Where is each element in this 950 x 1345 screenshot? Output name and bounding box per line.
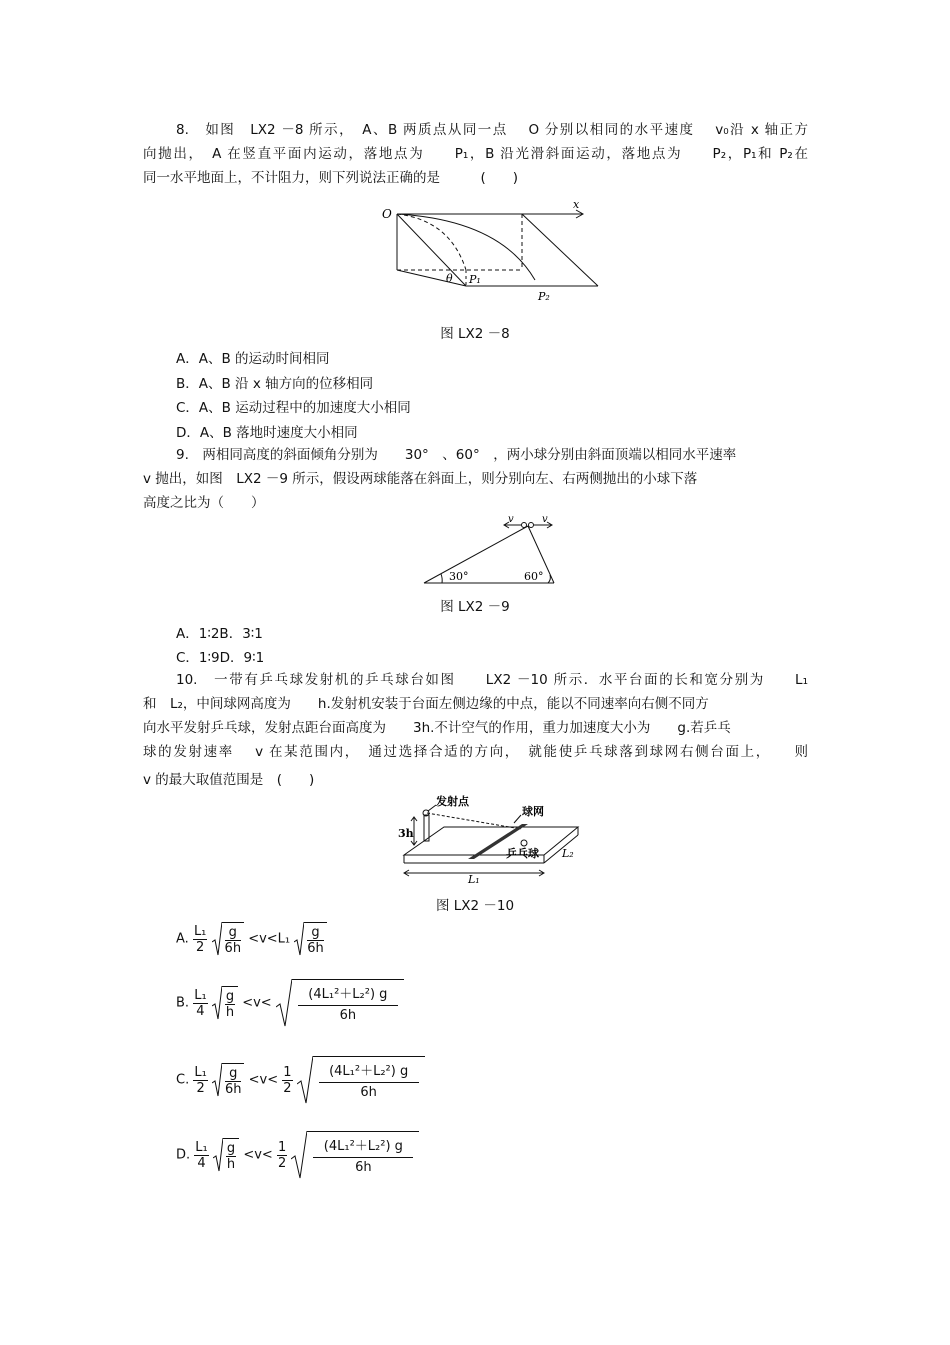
q9-text-line1: 9. 两相同高度的斜面倾角分别为 30° 、60° ，两小球分别由斜面顶端以相同水平速率 [176, 447, 737, 463]
figure-lx2-10 [396, 793, 586, 885]
q10-option-b [176, 979, 404, 1027]
q10-option-d [176, 1131, 419, 1179]
sqrt-g-over-h: g h [212, 986, 238, 1020]
q9-text-line3: 高度之比为（ ） [143, 495, 265, 511]
q8-option-b: B．A、B 沿 x 轴方向的位移相同 [176, 376, 374, 392]
q10-text-line4: 球的发射速率 v 在某范围内， 通过选择合适的方向， 就能使乒乓球落到球网右侧台面上， 则 [143, 744, 808, 760]
q9-options-ab: A．1∶2B．3∶1 [176, 626, 263, 642]
inequality: <v< [248, 1072, 279, 1088]
fraction-1-over-2: $\frac{1}{2}$ [283, 1064, 292, 1096]
ball-label: 乒乓球 [506, 847, 539, 860]
figure-caption-lx2-8: 图 LX2 －8 [440, 326, 510, 342]
q8-text-line2: 向抛出， A 在竖直平面内运动，落地点为 P₁，B 沿光滑斜面运动，落地点为 P₂，P₁和 P₂在 [143, 146, 808, 162]
origin-label: O [382, 207, 392, 221]
option-a-label: A. [176, 931, 189, 947]
sqrt-g-over-6h: g 6h [212, 922, 245, 956]
q8-text-line1: 8. 如图 LX2 －8 所示， A、B 两质点从同一点 O 分别以相同的水平速度 v₀沿 x 轴正方 [176, 122, 808, 138]
option-b-label: B. [176, 995, 190, 1011]
q10-text-line3: 向水平发射乒乓球，发射点距台面高度为 3h.不计空气的作用，重力加速度大小为 g.若乒乓 [143, 720, 731, 736]
sqrt-g-over-h: g h [213, 1138, 239, 1172]
q10-text-line2: 和 L₂，中间球网高度为 h.发射机安装于台面左侧边缘的中点，能以不同速率向右侧不同方 [143, 696, 709, 712]
option-c-label: C. [176, 1072, 190, 1088]
figure-lx2-8 [380, 198, 600, 306]
angle-30-label: 30° [449, 570, 469, 583]
figure-caption-lx2-9: 图 LX2 －9 [440, 599, 510, 615]
velocity-right-label: v [542, 514, 548, 525]
q10-text-line5: v 的最大取值范围是 ( ) [143, 772, 315, 788]
fraction-l1-over-2: $\frac{\text{L₁}}{2}$ [193, 923, 207, 955]
option-d-label: D. [176, 1147, 191, 1163]
fraction-1-over-2: $\frac{1}{2}$ [277, 1139, 287, 1171]
fraction-l1-over-4: $\frac{\text{L₁}}{4}$ [194, 987, 207, 1019]
angle-60-label: 60° [524, 570, 544, 583]
q10-option-c [176, 1056, 425, 1104]
height-3h-label: 3h [398, 827, 414, 840]
q10-option-a [176, 922, 327, 956]
q8-option-c: C．A、B 运动过程中的加速度大小相同 [176, 400, 411, 416]
sqrt-g-over-6h: g 6h [212, 1063, 245, 1097]
q8-option-a: A．A、B 的运动时间相同 [176, 351, 330, 367]
inequality: <v< [242, 995, 272, 1011]
theta-label: θ [446, 272, 453, 285]
x-axis-label: x [573, 198, 580, 211]
q9-text-line2: v 抛出，如图 LX2 －9 所示，假设两球能落在斜面上，则分别向左、右两侧抛出的小球下落 [143, 471, 698, 487]
inequality: <v<L₁ [248, 931, 291, 947]
velocity-left-label: v [508, 514, 514, 525]
l2-label: L₂ [562, 847, 574, 860]
q8-text-line3: 同一水平地面上，不计阻力，则下列说法正确的是 ( ) [143, 170, 519, 186]
fraction-l1-over-2: $\frac{\text{L₁}}{2}$ [194, 1064, 207, 1096]
fraction-l1-over-4: $\frac{\text{L₁}}{4}$ [195, 1139, 208, 1171]
p1-label: P₁ [469, 273, 481, 286]
sqrt-g-over-6h: g 6h [294, 922, 327, 956]
q8-option-d: D．A、B 落地时速度大小相同 [176, 425, 358, 441]
sqrt-radicand: (4L₁²＋L₂²) g 6h [291, 1131, 419, 1179]
inequality: <v< [243, 1147, 273, 1163]
q10-text-line1: 10. 一带有乒乓球发射机的乒乓球台如图 LX2 －10 所示．水平台面的长和宽分别为 L₁ [176, 672, 808, 688]
q9-options-cd: C．1∶9D．9∶1 [176, 650, 265, 666]
l1-label: L₁ [468, 873, 480, 885]
sqrt-radicand: (4L₁²＋L₂²) g 6h [297, 1056, 425, 1104]
p2-label: P₂ [538, 290, 550, 303]
launch-point-label: 发射点 [436, 795, 469, 808]
figure-lx2-9 [418, 512, 560, 588]
sqrt-radicand: (4L₁²＋L₂²) g 6h [276, 979, 404, 1027]
net-label: 球网 [522, 805, 544, 818]
figure-caption-lx2-10: 图 LX2 －10 [435, 898, 515, 914]
